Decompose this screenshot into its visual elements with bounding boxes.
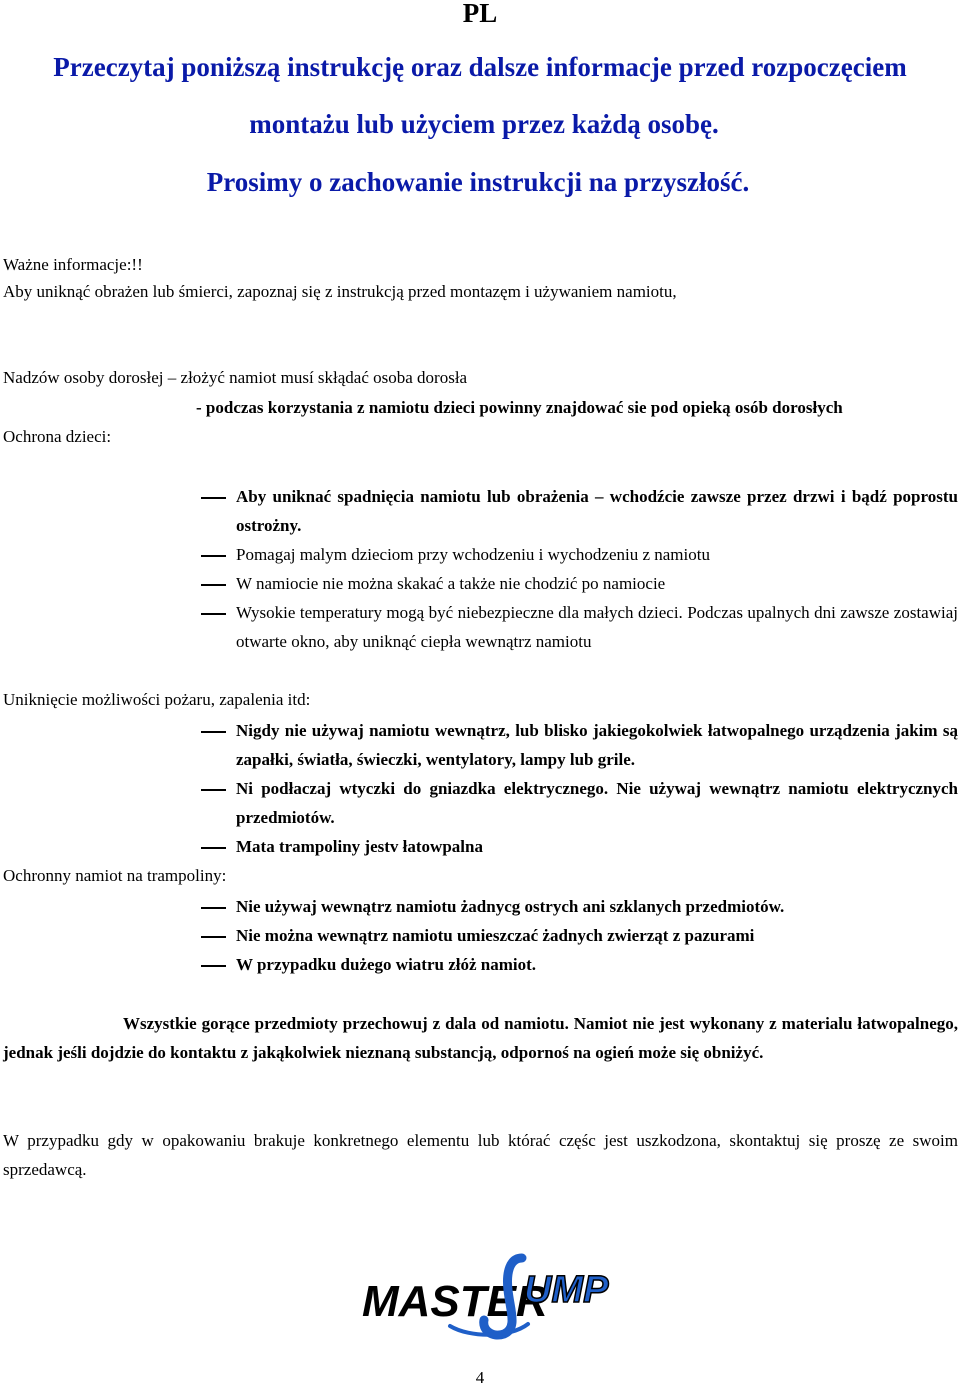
bullet-dash <box>201 847 226 849</box>
child-item-3: W namiocie nie można skakać a także nie chodzić po namiocie <box>236 574 666 593</box>
contact-paragraph: W przypadku gdy w opakowaniu brakuje konkretnego elementu lub którać częśc jest uszkodzona, skontaktuj się proszę ze swoim sprzedawcą. <box>3 1131 958 1179</box>
logo-text-right: UMP <box>524 1269 609 1311</box>
bullet-dash <box>201 497 226 499</box>
bullet-dash <box>201 965 226 967</box>
bullet-dash <box>201 731 226 733</box>
bullet-dash <box>201 936 226 938</box>
bullet-dash <box>201 789 226 791</box>
hot-items-text: Wszystkie gorące przedmioty przechowuj z dala od namiotu. Namiot nie jest wykonany z materialu łatwopalnego, jednak jeśli dojdzie do kontaktu z jakąkolwiek nieznaną substancją, odpornoś na ogień może się obniżyć. <box>3 1014 958 1062</box>
fire-item-1: Nigdy nie używaj namiotu wewnątrz, lub blisko jakiegokolwiek łatwopalnego urządzenia jakim są zapałki, światła, świeczki, wentylatory, lampy lub grile. <box>236 721 958 769</box>
bullet-dash <box>201 555 226 557</box>
title-line-3: Prosimy o zachowanie instrukcji na przyszłość. <box>206 167 750 197</box>
fire-item-2: Ni podłaczaj wtyczki do gniazdka elektrycznego. Nie używaj wewnątrz namiotu elektrycznych przedmiotów. <box>236 779 958 827</box>
trampoline-item-1: Nie używaj wewnątrz namiotu żadnycg ostrych ani szklanych przedmiotów. <box>236 897 785 916</box>
language-code: PL <box>462 0 498 28</box>
master-jump-logo <box>360 1252 610 1340</box>
child-item-4: Wysokie temperatury mogą być niebezpieczne dla małych dzieci. Podczas upalnych dni zawsze zostawiaj otwarte okno, aby uniknąć ciepła wewnątrz namiotu <box>236 603 958 651</box>
trampoline-heading: Ochronny namiot na trampoliny: <box>3 866 227 885</box>
intro-warning-line: Aby uniknąć obrażen lub śmierci, zapoznaj się z instrukcją przed montazęm i używaniem namiotu, <box>3 282 677 301</box>
child-item-2: Pomagaj malym dzieciom przy wchodzeniu i wychodzeniu z namiotu <box>236 545 710 564</box>
title-line-1: Przeczytaj poniższą instrukcję oraz dalsze informacje przed rozpoczęciem <box>53 52 907 82</box>
fire-item-3: Mata trampoliny jestv łatowpalna <box>236 837 483 856</box>
adult-supervision-line: Nadzów osoby dorosłej – złożyć namiot musí skłądać osoba dorosła <box>3 368 468 387</box>
bullet-dash <box>201 584 226 586</box>
hot-items-paragraph <box>3 1009 958 1067</box>
page-number: 4 <box>475 1368 485 1387</box>
bullet-dash <box>201 613 226 615</box>
bullet-dash <box>201 907 226 909</box>
logo-text-left: MASTER <box>362 1277 548 1326</box>
trampoline-item-3: W przypadku dużego wiatru złóż namiot. <box>236 955 537 974</box>
title-line-2: montażu lub użyciem przez każdą osobę. <box>249 109 719 139</box>
trampoline-item-2: Nie można wewnątrz namiotu umieszczać żadnych zwierząt z pazurami <box>236 926 755 945</box>
child-protection-heading: Ochrona dzieci: <box>3 427 112 446</box>
child-item-1: Aby uniknać spadnięcia namiotu lub obrażenia – wchodźcie zawsze przez drzwi i bądź poprostu ostrożny. <box>236 487 958 535</box>
important-info-heading: Ważne informacje:!! <box>3 255 143 274</box>
fire-heading: Uniknięcie możliwości pożaru, zapalenia itd: <box>3 690 311 709</box>
adult-supervision-note: - podczas korzystania z namiotu dzieci powinny znajdować sie pod opieką osób dorosłych <box>196 398 843 417</box>
